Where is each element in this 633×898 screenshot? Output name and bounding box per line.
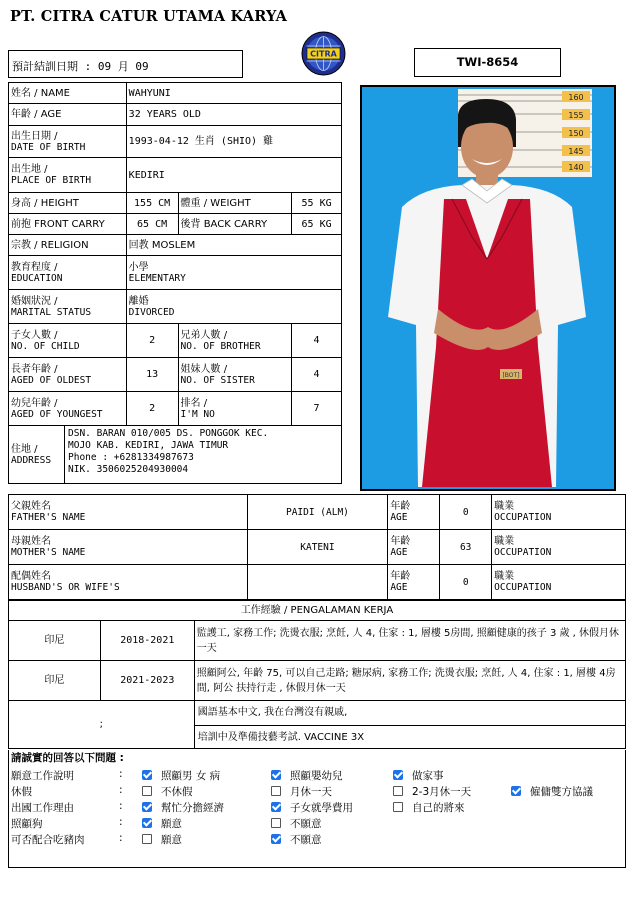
oldest-value: 13 [126, 358, 178, 392]
question-colon: : [119, 784, 123, 796]
checkbox-checked-icon[interactable] [393, 770, 403, 780]
questions-section [8, 750, 626, 868]
dob-label: 出生日期 / DATE OF BIRTH [9, 126, 127, 158]
graduation-date: 預計結訓日期 : 09 月 09 [8, 50, 243, 78]
question-option-label: 不願意 [290, 834, 322, 846]
question-option-label: 2-3月休一天 [412, 786, 472, 798]
name-value: WAHYUNI [126, 83, 341, 104]
religion-label: 宗教 / RELIGION [9, 235, 127, 256]
height-value: 155 CM [126, 193, 178, 214]
occupation-label: 職業 OCCUPATION [492, 565, 626, 600]
svg-text:[BOT]: [BOT] [502, 372, 520, 379]
marital-value: 離婚 DIVORCED [126, 290, 341, 324]
question-option[interactable] [142, 800, 224, 815]
checkbox-unchecked-icon[interactable] [271, 818, 281, 828]
spouse-name [247, 565, 388, 600]
question-option[interactable] [142, 784, 193, 799]
occupation-label: 職業 OCCUPATION [492, 495, 626, 530]
table-row [9, 701, 626, 749]
question-colon: : [119, 832, 123, 844]
checkbox-checked-icon[interactable] [142, 802, 152, 812]
experience-period: 2021-2023 [100, 661, 194, 701]
svg-text:160: 160 [568, 93, 584, 102]
question-colon: : [119, 800, 123, 812]
questions-title: 請誠實的回答以下問題 : [11, 752, 124, 764]
checkbox-unchecked-icon[interactable] [393, 802, 403, 812]
experience-period: 2018-2021 [100, 621, 194, 661]
company-name: PT. CITRA CATUR UTAMA KARYA [10, 8, 288, 25]
svg-text:150: 150 [568, 129, 584, 138]
spouse-label: 配偶姓名 HUSBAND'S OR WIFE'S [9, 565, 248, 600]
father-name: PAIDI (ALM) [247, 495, 388, 530]
question-colon: : [119, 768, 123, 780]
question-label: 可否配合吃豬肉 [11, 834, 85, 846]
height-label: 身高 / HEIGHT [9, 193, 127, 214]
mother-label: 母親姓名 MOTHER'S NAME [9, 530, 248, 565]
experience-header: 工作經驗 / PENGALAMAN KERJA [9, 601, 626, 621]
front-carry-label: 前抱 FRONT CARRY [9, 214, 127, 235]
experience-description: 監護工, 家務工作; 洗燙衣服; 烹飪, 人 4, 住家 : 1, 層樓 5房間, 照顧健康的孩子 3 歲 , 休假月休一天 [194, 621, 625, 661]
question-option-label: 不願意 [290, 818, 322, 830]
table-row [9, 621, 626, 661]
checkbox-unchecked-icon[interactable] [142, 834, 152, 844]
question-option-label: 自己的將來 [412, 802, 465, 814]
svg-text:140: 140 [568, 163, 584, 172]
dob-value: 1993-04-12 生肖 (SHIO) 雞 [126, 126, 341, 158]
checkbox-checked-icon[interactable] [142, 770, 152, 780]
rank-label: 排名 / I'M NO [178, 392, 292, 426]
checkbox-checked-icon[interactable] [271, 802, 281, 812]
family-row [9, 565, 626, 600]
question-option[interactable] [142, 816, 182, 831]
child-value: 2 [126, 324, 178, 358]
experience-country: 印尼 [9, 661, 101, 701]
occupation-label: 職業 OCCUPATION [492, 530, 626, 565]
question-option[interactable] [393, 800, 465, 815]
svg-text:155: 155 [568, 111, 584, 120]
family-row [9, 495, 626, 530]
question-option[interactable] [271, 784, 332, 799]
rank-value: 7 [292, 392, 342, 426]
question-option[interactable] [511, 784, 593, 799]
question-option[interactable] [271, 832, 322, 847]
question-option-label: 月休一天 [290, 786, 332, 798]
question-option-label: 照顧嬰幼兒 [290, 770, 343, 782]
table-row [9, 661, 626, 701]
name-label: 姓名 / NAME [9, 83, 127, 104]
personal-info-table [8, 82, 342, 484]
checkbox-unchecked-icon[interactable] [271, 786, 281, 796]
question-option[interactable] [142, 768, 220, 783]
experience-table [8, 600, 626, 749]
age-label: 年齡 / AGE [9, 104, 127, 126]
question-label: 出國工作理由 [11, 802, 74, 814]
marital-label: 婚姻狀況 / MARITAL STATUS [9, 290, 127, 324]
company-logo [301, 31, 346, 76]
experience-country: 印尼 [9, 621, 101, 661]
mother-age: 63 [440, 530, 492, 565]
weight-value: 55 KG [292, 193, 342, 214]
family-row [9, 530, 626, 565]
sister-label: 姐妹人數 / NO. OF SISTER [178, 358, 292, 392]
pob-value: KEDIRI [126, 158, 341, 193]
age-label: 年齡 AGE [388, 495, 440, 530]
address-cell [9, 426, 342, 484]
question-option-label: 幫忙分擔經濟 [161, 802, 224, 814]
family-table [8, 494, 626, 600]
question-option[interactable] [271, 816, 322, 831]
address-label: 住地 / ADDRESS [9, 426, 65, 483]
age-value: 32 YEARS OLD [126, 104, 341, 126]
question-option[interactable] [271, 800, 353, 815]
oldest-label: 長者年齡 / AGED OF OLDEST [9, 358, 127, 392]
checkbox-checked-icon[interactable] [271, 834, 281, 844]
brother-value: 4 [292, 324, 342, 358]
svg-text:CITRA: CITRA [310, 49, 337, 59]
question-label: 休假 [11, 786, 32, 798]
back-carry-value: 65 KG [292, 214, 342, 235]
question-option[interactable] [393, 768, 444, 783]
question-option[interactable] [393, 784, 471, 799]
father-age: 0 [440, 495, 492, 530]
checkbox-unchecked-icon[interactable] [142, 786, 152, 796]
worker-photo [360, 85, 616, 491]
weight-label: 體重 / WEIGHT [178, 193, 292, 214]
address-value: DSN. BARAN 010/005 DS. PONGGOK KEC. MOJO KAB. KEDIRI, JAWA TIMUR Phone : +6281334987673 NIK. 3506025204930004 [68, 428, 269, 475]
question-option-label: 子女就學費用 [290, 802, 353, 814]
youngest-label: 幼兒年齡 / AGED OF YOUNGEST [9, 392, 127, 426]
child-label: 子女人數 / NO. OF CHILD [9, 324, 127, 358]
question-option-label: 照顧男 女 病 [161, 770, 221, 782]
brother-label: 兄弟人數 / NO. OF BROTHER [178, 324, 292, 358]
age-label: 年齡 AGE [388, 565, 440, 600]
religion-value: 回教 MOSLEM [126, 235, 341, 256]
checkbox-checked-icon[interactable] [271, 770, 281, 780]
question-option-label: 做家事 [412, 770, 444, 782]
question-colon: : [119, 816, 123, 828]
checkbox-checked-icon[interactable] [511, 786, 521, 796]
youngest-value: 2 [126, 392, 178, 426]
question-label: 照顧狗 [11, 818, 43, 830]
experience-description: 照顧阿公, 年齡 75, 可以自己走路; 糖尿病, 家務工作; 洗燙衣服; 烹飪, 人 4, 住家 : 1, 層樓 4房間, 阿公 扶持行走 , 休假月休一天 [194, 661, 625, 701]
age-label: 年齡 AGE [388, 530, 440, 565]
mother-name: KATENI [247, 530, 388, 565]
education-value: 小學 ELEMENTARY [126, 256, 341, 290]
worker-code: TWI-8654 [414, 48, 561, 77]
svg-text:145: 145 [568, 147, 584, 156]
question-option-label: 願意 [161, 834, 182, 846]
question-option-label: 僱傭雙方協議 [530, 786, 593, 798]
experience-extra-mark: ; [9, 701, 195, 749]
question-option-label: 願意 [161, 818, 182, 830]
question-option-label: 不休假 [161, 786, 193, 798]
back-carry-label: 後背 BACK CARRY [178, 214, 292, 235]
sister-value: 4 [292, 358, 342, 392]
checkbox-checked-icon[interactable] [142, 818, 152, 828]
question-option[interactable] [142, 832, 182, 847]
question-option[interactable] [271, 768, 343, 783]
pob-label: 出生地 / PLACE OF BIRTH [9, 158, 127, 193]
experience-extra: 國語基本中文, 我在台灣沒有親戚, 培訓中及準備技藝考試. VACCINE 3X [194, 701, 625, 749]
checkbox-unchecked-icon[interactable] [393, 786, 403, 796]
father-label: 父親姓名 FATHER'S NAME [9, 495, 248, 530]
question-label: 願意工作說明 [11, 770, 74, 782]
spouse-age: 0 [440, 565, 492, 600]
front-carry-value: 65 CM [126, 214, 178, 235]
education-label: 教育程度 / EDUCATION [9, 256, 127, 290]
